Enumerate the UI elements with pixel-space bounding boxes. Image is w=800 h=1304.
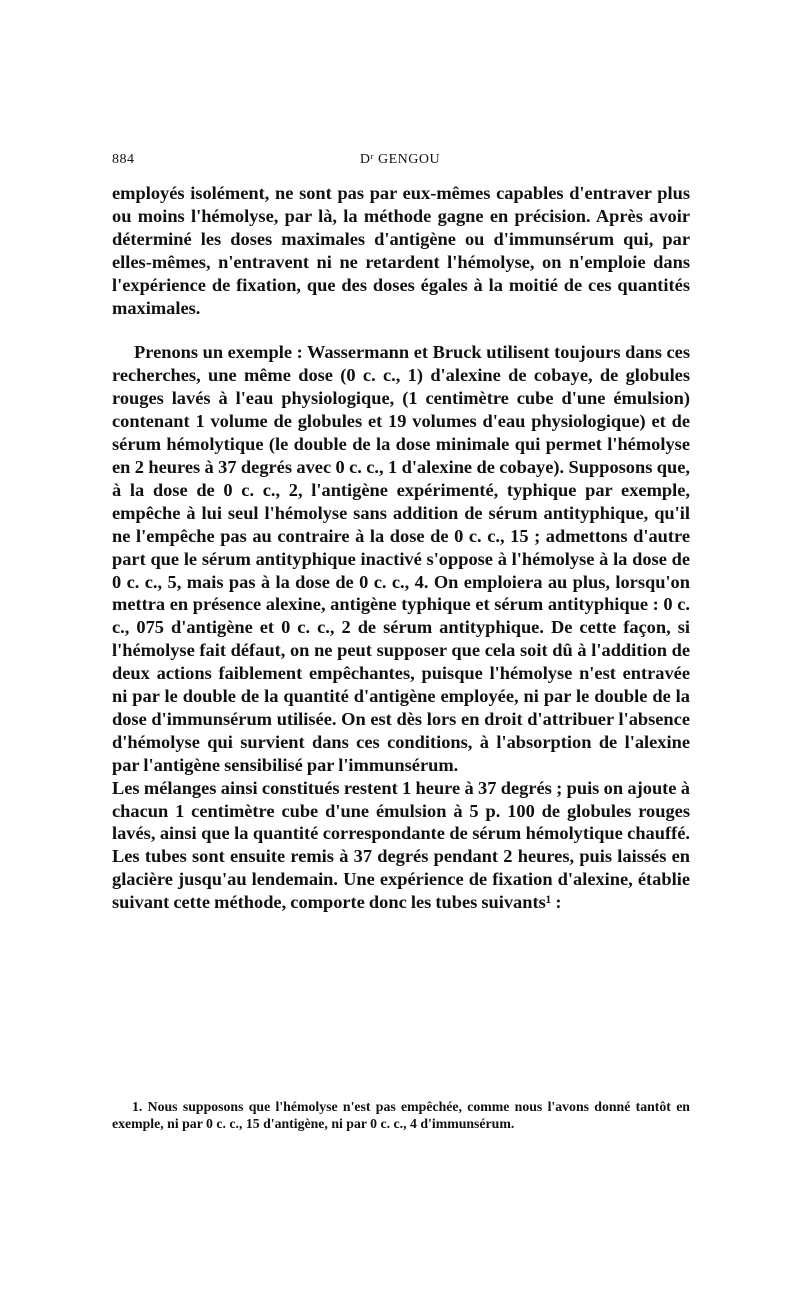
footnote-1: 1. Nous supposons que l'hémolyse n'est pas empêchée, comme nous l'avons donné tantôt en exemple, ni par 0 c. c., 15 d'antigène, ni par 0 c. c., 4 d'immunsérum.: [112, 1099, 690, 1132]
running-title: Dʳ GENGOU: [359, 152, 441, 167]
body-text: [112, 182, 690, 914]
paragraph-continuation: employés isolément, ne sont pas par eux-mêmes capables d'entraver plus ou moins l'hémolyse, par là, la méthode gagne en précision. Après avoir déterminé les doses maximales d'antigène ou d'immunsérum qui, par elles-mêmes, n'entravent ni ne retardent l'hémolyse, on n'emploie dans l'expérience de fixation, que des doses égales à la moitié de ces quantités maximales.: [112, 183, 690, 318]
running-header: [112, 152, 688, 176]
paragraph-mixtures: Les mélanges ainsi constitués restent 1 heure à 37 degrés ; puis on ajoute à chacun 1 centimètre cube d'une émulsion à 5 p. 100 de globules rouges lavés, ainsi que la quantité correspondante de sérum hémolytique chauffé. Les tubes sont ensuite remis à 37 degrés pendant 2 heures, puis laissés en glacière jusqu'au lendemain. Une expérience de fixation d'alexine, établie suivant cette méthode, comporte donc les tubes suivants¹ :: [112, 777, 690, 913]
footnotes: [112, 1098, 690, 1132]
paragraph-example: Prenons un exemple : Wassermann et Bruck utilisent toujours dans ces recherches, une même dose (0 c. c., 1) d'alexine de cobaye, de globules rouges lavés à l'eau physiologique, (1 centimètre cube d'une émulsion) contenant 1 volume de globules et 19 volumes d'eau physiologique) et de sérum hémolytique (le double de la dose minimale qui permet l'hémolyse en 2 heures à 37 degrés avec 0 c. c., 1 d'alexine de cobaye). Supposons que, à la dose de 0 c. c., 2, l'antigène expérimenté, typhique par exemple, empêche à lui seul l'hémolyse sans addition de sérum antityphique, qu'il ne l'empêche pas au contraire à la dose de 0 c. c., 15 ; admettons d'autre part que le sérum antityphique inactivé s'oppose à l'hémolyse à la dose de 0 c. c., 5, mais pas à la dose de 0 c. c., 4. On emploiera au plus, lorsqu'on mettra en présence alexine, antigène typhique et sérum antityphique : 0 c. c., 075 d'antigène et 0 c. c., 2 de sérum antityphique. De cette façon, si l'hémolyse fait défaut, on ne peut supposer que cela soit dû à l'addition de deux actions faiblement empêchantes, puisque l'hémolyse n'est entravée ni par le double de la quantité d'antigène employée, ni par le double de la dose d'immunsérum utilisée. On est dès lors en droit d'attribuer l'absence d'hémolyse qui survient dans ces conditions, à l'absorption de l'alexine par l'antigène sensibilisé par l'immunsérum.: [112, 342, 690, 775]
page-number: 884: [112, 152, 135, 167]
